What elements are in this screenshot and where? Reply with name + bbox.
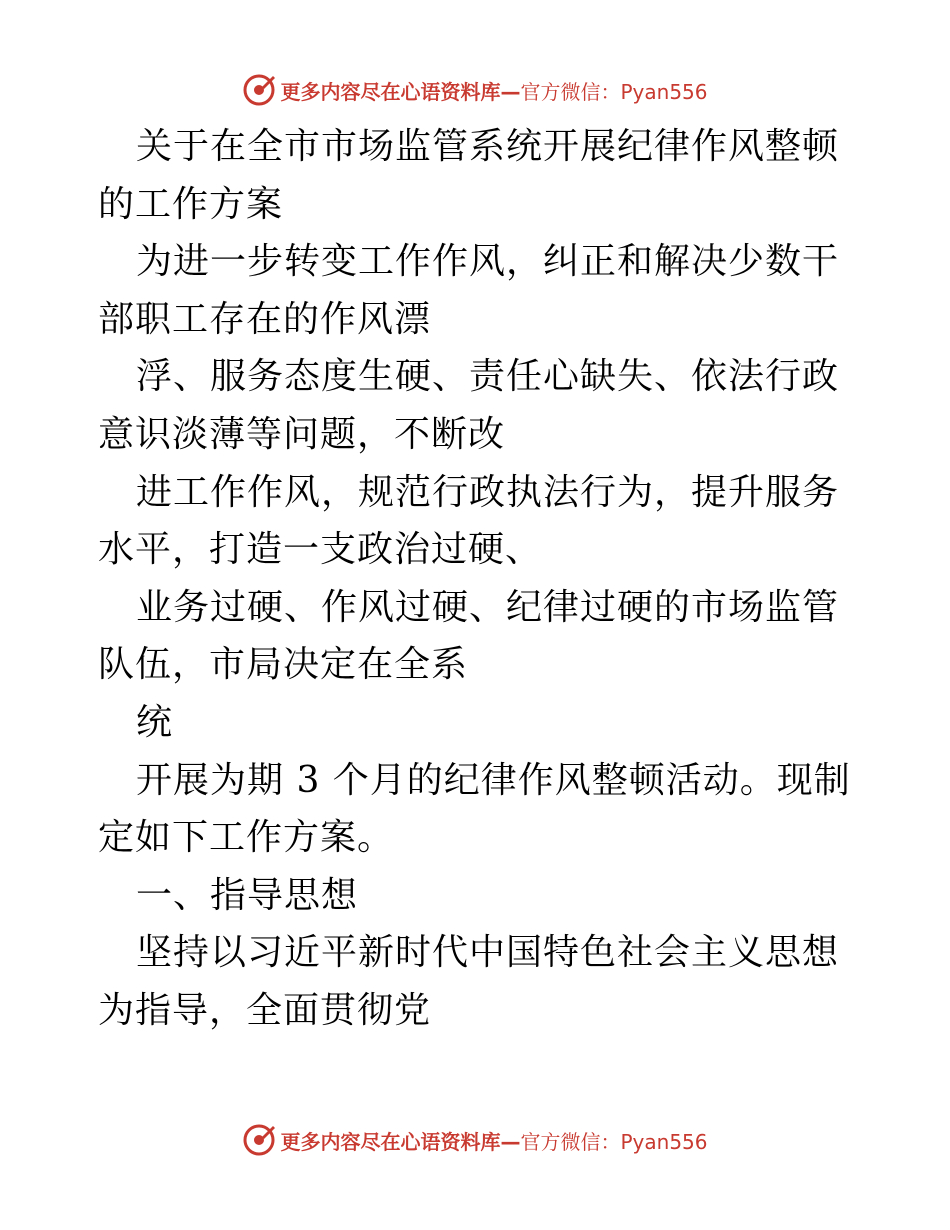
watermark-site: 更多内容尽在心语资料库 (280, 1129, 501, 1154)
watermark-site: 更多内容尽在心语资料库 (280, 79, 501, 104)
paragraph: 开展为期 3 个月的纪律作风整顿活动。现制定如下工作方案。 (98, 759, 851, 859)
header-watermark (0, 68, 950, 112)
footer-watermark (0, 1118, 950, 1162)
watermark-wechat-id: Pyan556 (620, 79, 708, 104)
watermark-dash: — (500, 79, 521, 104)
paragraph: 浮、服务态度生硬、责任心缺失、依法行政意识淡薄等问题，不断改 (98, 356, 840, 455)
watermark-text (280, 76, 707, 105)
watermark-dash: — (500, 1129, 521, 1154)
watermark-wechat-label: 官方微信： (520, 79, 621, 104)
paragraph: 统 (136, 701, 174, 743)
quill-circle-logo-icon (242, 73, 276, 107)
watermark-wechat-label: 官方微信： (520, 1129, 621, 1154)
section-heading: 一、指导思想 (136, 874, 359, 916)
paragraph: 坚持以习近平新时代中国特色社会主义思想为指导，全面贯彻党 (98, 932, 840, 1031)
doc-title: 关于在全市市场监管系统开展纪律作风整顿的工作方案 (98, 126, 840, 225)
paragraph: 业务过硬、作风过硬、纪律过硬的市场监管队伍，市局决定在全系 (98, 586, 840, 686)
quill-circle-logo-icon (242, 1123, 276, 1157)
paragraph: 进工作作风，规范行政执法行为，提升服务水平，打造一支政治过硬、 (98, 471, 840, 571)
document-body (98, 118, 858, 1040)
watermark-wechat-id: Pyan556 (620, 1129, 708, 1154)
watermark-text (280, 1126, 707, 1155)
paragraph: 为进一步转变工作作风，纠正和解决少数干部职工存在的作风漂 (98, 241, 840, 340)
